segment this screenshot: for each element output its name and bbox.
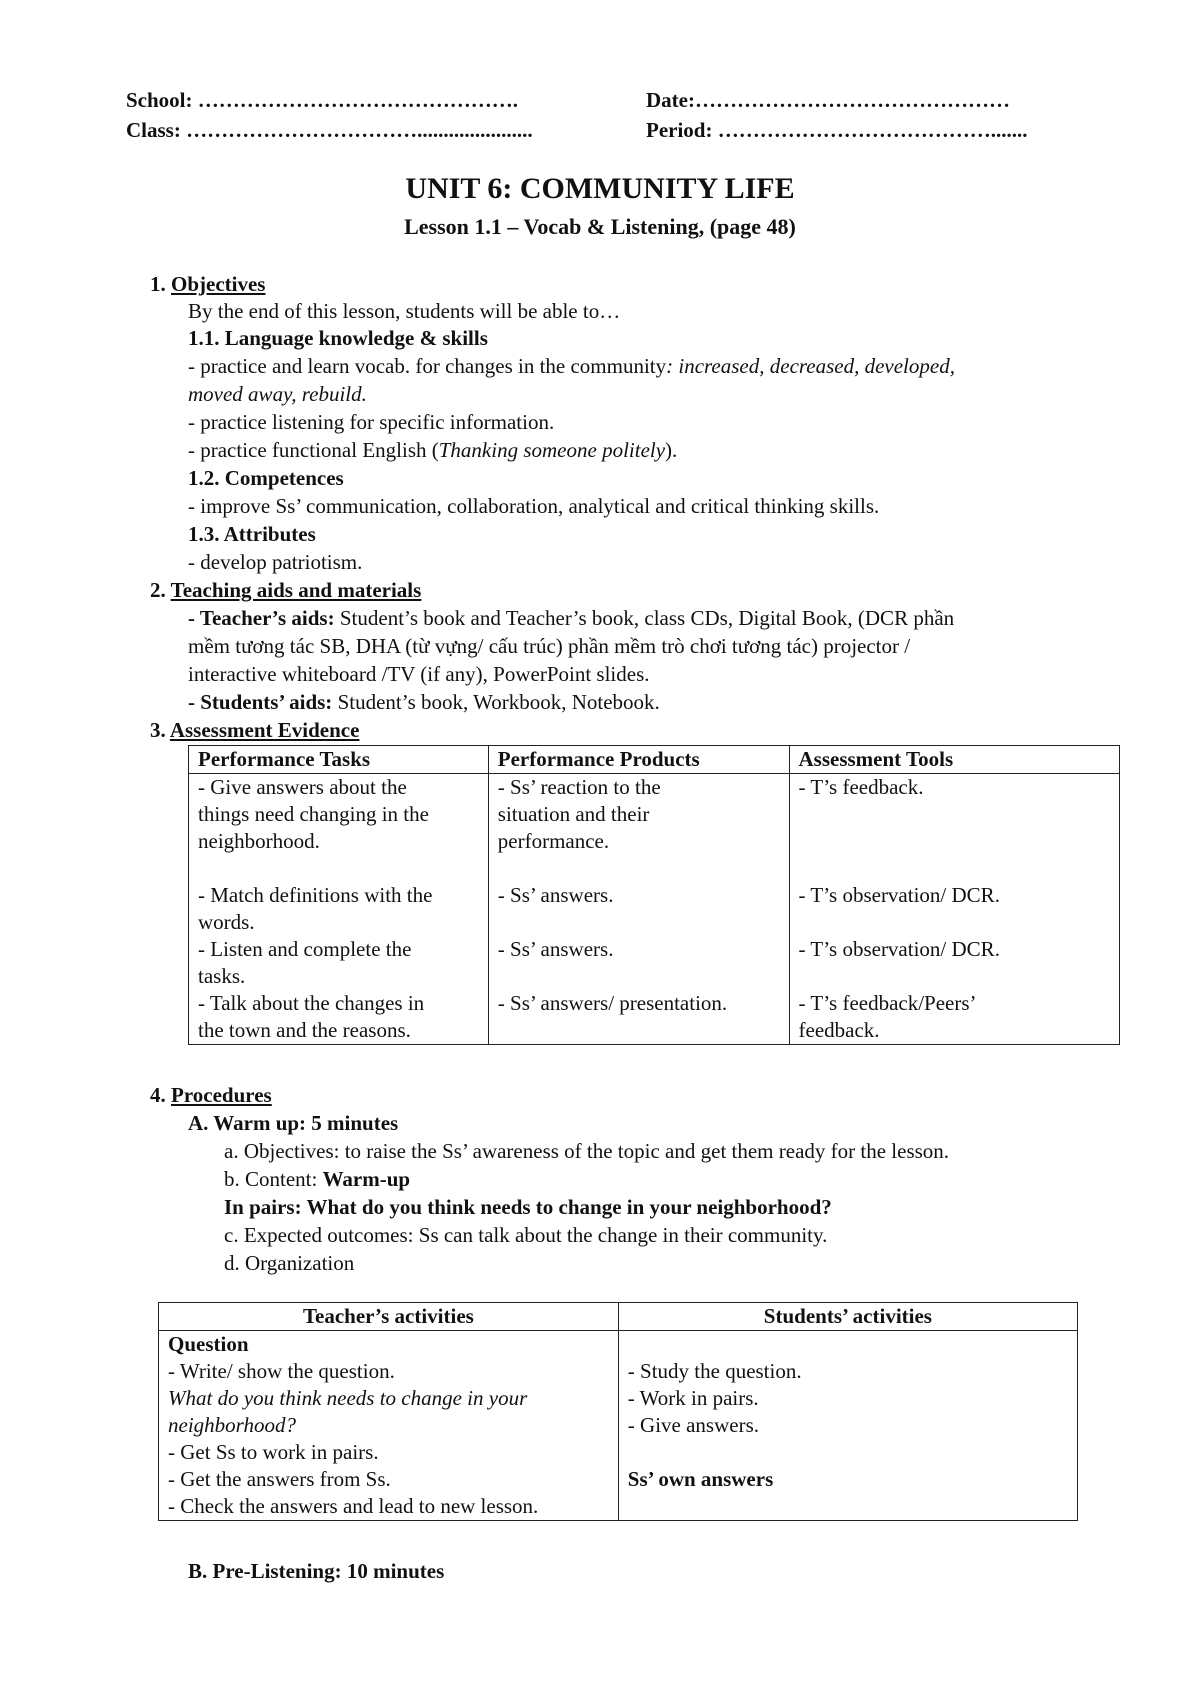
cell-line: situation and their xyxy=(497,802,650,826)
aids-heading xyxy=(150,577,421,604)
header-teacher-activities: Teacher’s activities xyxy=(159,1303,619,1331)
assessment-heading xyxy=(150,717,359,744)
section-heading-text: Objectives xyxy=(171,272,266,296)
lesson-title: Lesson 1.1 – Vocab & Listening, (page 48) xyxy=(404,214,796,239)
cell-line: the town and the reasons. xyxy=(198,1018,411,1042)
warmup-organization: d. Organization xyxy=(224,1251,355,1275)
tools-cell xyxy=(789,774,1120,1045)
period-field: Period: …………………………………....... xyxy=(646,118,1028,142)
cell-line: Ss’ own answers xyxy=(627,1467,774,1491)
cell-line: - Ss’ answers. xyxy=(497,883,614,907)
vocab-words-continued: moved away, rebuild. xyxy=(188,382,367,406)
warmup-heading: A. Warm up: 5 minutes xyxy=(188,1111,399,1135)
cell-line: - Listen and complete the xyxy=(198,937,412,961)
cell-line: neighborhood. xyxy=(198,829,320,853)
cell-line: neighborhood? xyxy=(168,1413,296,1437)
language-skills-heading: 1.1. Language knowledge & skills xyxy=(188,326,488,350)
header-performance-tasks: Performance Tasks xyxy=(189,746,489,774)
table-row xyxy=(189,774,1120,1045)
teacher-activities-cell xyxy=(159,1331,619,1521)
cell-line: - Match definitions with the xyxy=(198,883,433,907)
section-heading-text: Procedures xyxy=(171,1083,272,1107)
warmup-pairs-question: In pairs: What do you think needs to change in your neighborhood? xyxy=(224,1195,832,1219)
cell-line: - Check the answers and lead to new lesson. xyxy=(168,1494,539,1518)
objective-listening: - practice listening for specific information. xyxy=(188,410,555,434)
attributes-line: - develop patriotism. xyxy=(188,550,363,574)
objective-vocab-line xyxy=(188,353,955,380)
cell-line: Question xyxy=(168,1332,249,1356)
cell-line: - Give answers about the xyxy=(198,775,407,799)
objective-text-end: ). xyxy=(665,438,678,462)
cell-line: things need changing in the xyxy=(198,802,429,826)
cell-line: - Ss’ answers. xyxy=(497,937,614,961)
teacher-aids-line xyxy=(188,605,954,632)
cell-line: tasks. xyxy=(198,964,246,988)
cell-line: - Study the question. xyxy=(627,1359,802,1383)
cell-line: - T’s feedback. xyxy=(798,775,924,799)
header-assessment-tools: Assessment Tools xyxy=(789,746,1120,774)
objective-text: - practice functional English ( xyxy=(188,438,439,462)
table-header-row xyxy=(189,746,1120,774)
warmup-content xyxy=(224,1166,410,1193)
assessment-table xyxy=(188,745,1120,1045)
section-heading-text: Assessment Evidence xyxy=(169,718,360,742)
cell-line: - Ss’ answers/ presentation. xyxy=(497,991,728,1015)
cell-line: words. xyxy=(198,910,255,934)
teacher-aids-line-2: mềm tương tác SB, DHA (từ vựng/ cấu trúc) phần mềm trò chơi tương tác) projector / xyxy=(188,634,911,658)
function-phrase: Thanking someone politely xyxy=(438,438,666,462)
cell-line: - Work in pairs. xyxy=(627,1386,759,1410)
tasks-cell xyxy=(189,774,489,1045)
cell-line: - Talk about the changes in xyxy=(198,991,425,1015)
objective-text: - practice and learn vocab. for changes in the community xyxy=(188,354,667,378)
objectives-heading xyxy=(150,271,265,298)
section-number: 1. xyxy=(150,272,166,296)
section-number: 2. xyxy=(150,578,166,602)
section-heading-text: Teaching aids and materials xyxy=(170,578,422,602)
cell-line: - Get the answers from Ss. xyxy=(168,1467,391,1491)
cell-line: - Ss’ reaction to the xyxy=(497,775,661,799)
cell-line: - Get Ss to work in pairs. xyxy=(168,1440,379,1464)
cell-line: feedback. xyxy=(798,1018,880,1042)
content-value: Warm-up xyxy=(322,1167,411,1191)
pre-listening-heading: B. Pre-Listening: 10 minutes xyxy=(188,1559,445,1583)
products-cell xyxy=(488,774,789,1045)
cell-line: - Write/ show the question. xyxy=(168,1359,395,1383)
table-header-row xyxy=(159,1303,1078,1331)
students-aids-label: - Students’ aids: xyxy=(188,690,333,714)
competences-heading: 1.2. Competences xyxy=(188,466,344,490)
attributes-heading: 1.3. Attributes xyxy=(188,522,316,546)
cell-line: - T’s observation/ DCR. xyxy=(798,883,1000,907)
warmup-objectives: a. Objectives: to raise the Ss’ awareness of the topic and get them ready for the lesson. xyxy=(224,1139,950,1163)
content-label: b. Content: xyxy=(224,1167,323,1191)
teacher-aids-label: - Teacher’s aids: xyxy=(188,606,335,630)
procedures-heading xyxy=(150,1082,272,1109)
cell-line: What do you think needs to change in your xyxy=(168,1386,528,1410)
teacher-aids-text: Student’s book and Teacher’s book, class CDs, Digital Book, (DCR phần xyxy=(334,606,955,630)
activities-table xyxy=(158,1302,1078,1521)
students-aids-text: Student’s book, Workbook, Notebook. xyxy=(332,690,660,714)
section-number: 3. xyxy=(150,718,166,742)
class-field: Class: ……………………………...................... xyxy=(126,118,533,142)
vocab-words: : increased, decreased, developed, xyxy=(666,354,955,378)
cell-line: performance. xyxy=(497,829,610,853)
competences-line: - improve Ss’ communication, collaboration, analytical and critical thinking skills. xyxy=(188,494,880,518)
cell-line: - Give answers. xyxy=(627,1413,759,1437)
cell-line: - T’s observation/ DCR. xyxy=(798,937,1000,961)
school-field: School: ………………………………………. xyxy=(126,88,519,112)
header-students-activities: Students’ activities xyxy=(618,1303,1077,1331)
students-activities-cell xyxy=(618,1331,1077,1521)
objective-functional-english xyxy=(188,437,677,464)
header-performance-products: Performance Products xyxy=(488,746,789,774)
teacher-aids-line-3: interactive whiteboard /TV (if any), PowerPoint slides. xyxy=(188,662,650,686)
section-number: 4. xyxy=(150,1083,166,1107)
date-field: Date:……………………………………… xyxy=(646,88,1010,112)
objectives-intro: By the end of this lesson, students will be able to… xyxy=(188,299,621,323)
table-row xyxy=(159,1331,1078,1521)
cell-line: - T’s feedback/Peers’ xyxy=(798,991,977,1015)
unit-title: UNIT 6: COMMUNITY LIFE xyxy=(405,172,795,205)
students-aids-line xyxy=(188,689,660,716)
warmup-outcomes: c. Expected outcomes: Ss can talk about the change in their community. xyxy=(224,1223,828,1247)
